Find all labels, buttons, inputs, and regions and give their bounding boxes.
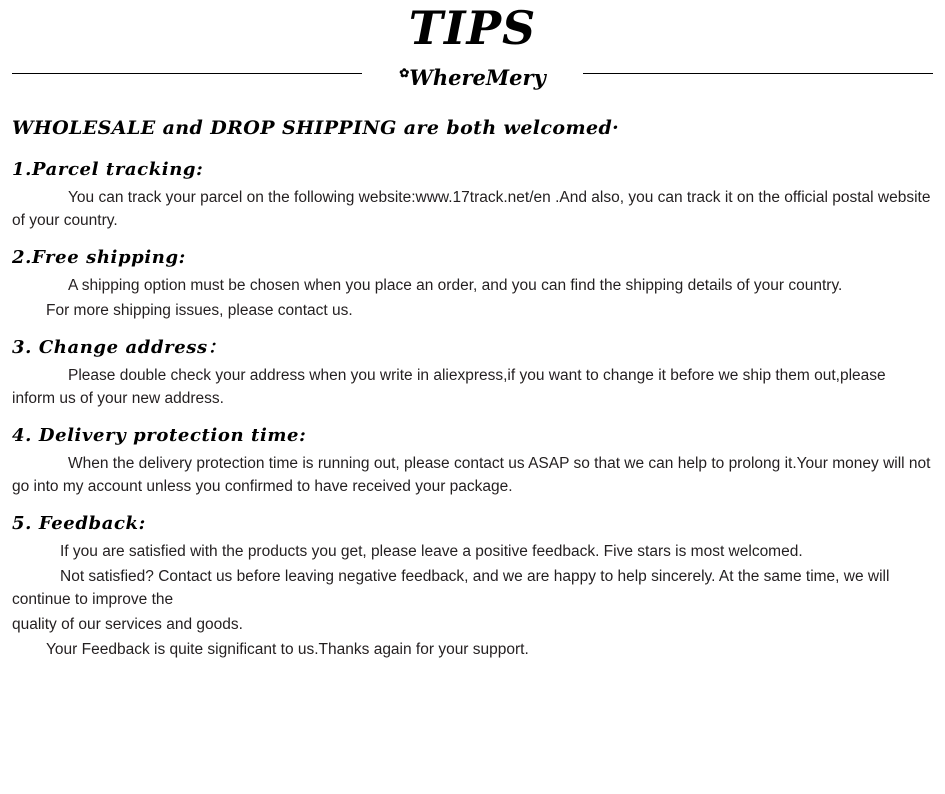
section-paragraph: quality of our services and goods. [12, 616, 243, 633]
brand-name [399, 56, 546, 95]
section-free-shipping [12, 246, 933, 322]
section-paragraph: Your Feedback is quite significant to us.Thanks again for your support. [46, 641, 529, 658]
section-delivery-protection-time [12, 424, 933, 498]
section-heading: 2.Free shipping: [12, 247, 186, 268]
brand-label: WhereMery [409, 65, 546, 90]
section-paragraph: A shipping option must be chosen when you place an order, and you can find the shipping details of your country. [68, 277, 843, 294]
section-heading: 5. Feedback: [12, 513, 146, 534]
document-header [8, 0, 937, 90]
section-paragraph: Not satisfied? Contact us before leaving negative feedback, and we are happy to help sincerely. At the same time, we will continue to improve the [12, 568, 890, 608]
section-change-address [12, 336, 933, 410]
section-paragraph: When the delivery protection time is running out, please contact us ASAP so that we can help to prolong it.Your money will not go into my account unless you confirmed to have received your package. [12, 455, 931, 495]
flower-icon: ✿ [399, 66, 410, 80]
brand-row [8, 56, 937, 90]
section-paragraph: If you are satisfied with the products you get, please leave a positive feedback. Five stars is most welcomed. [60, 543, 803, 560]
section-heading: 3. Change address： [12, 337, 227, 358]
divider-right [583, 73, 933, 74]
document-body [8, 116, 937, 661]
section-heading: 4. Delivery protection time: [12, 425, 307, 446]
section-feedback [12, 512, 933, 661]
section-heading: 1.Parcel tracking: [12, 159, 204, 180]
page-title: TIPS [408, 1, 537, 55]
section-parcel-tracking [12, 158, 933, 232]
divider-left [12, 73, 362, 74]
section-paragraph: Please double check your address when you write in aliexpress,if you want to change it before we ship them out,please inform us of your new address. [12, 367, 886, 407]
section-paragraph: You can track your parcel on the following website:www.17track.net/en .And also, you can track it on the official postal website of your country. [12, 189, 931, 229]
section-paragraph: For more shipping issues, please contact us. [46, 302, 353, 319]
lead-statement: WHOLESALE and DROP SHIPPING are both welcomed· [12, 117, 620, 139]
